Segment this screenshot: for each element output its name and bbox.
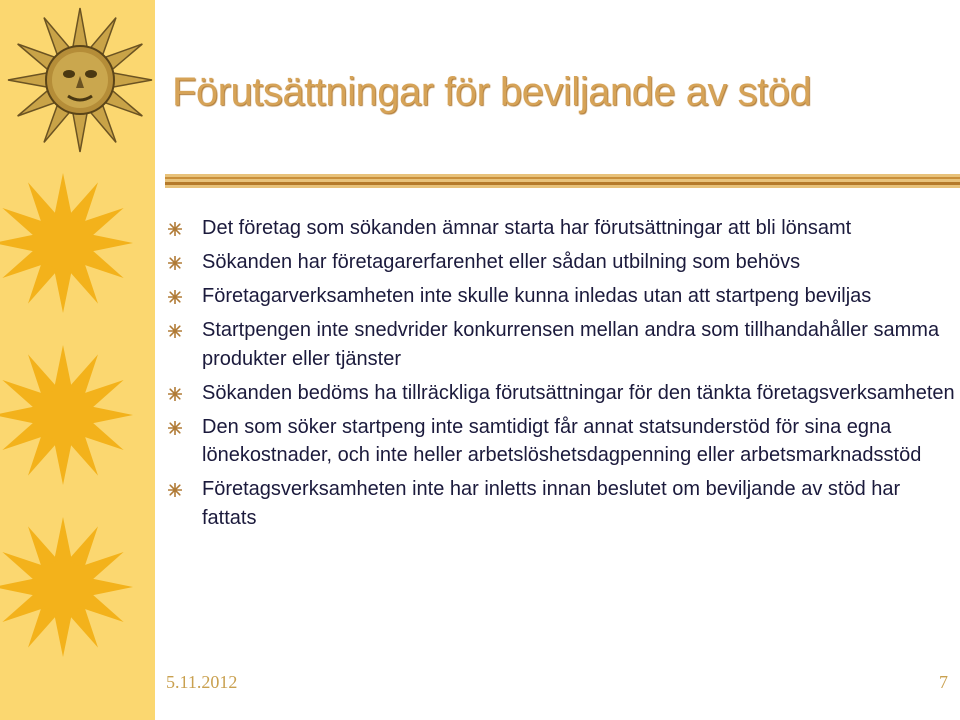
sun-icon (0, 512, 138, 662)
bullet-text: Startpengen inte snedvrider konkurrensen mellan andra som tillhandahåller samma produkter eller tjänster (202, 319, 940, 370)
sun-icon (0, 340, 138, 490)
star-burst-icon (168, 421, 182, 435)
star-burst-icon (168, 324, 182, 338)
bullet-text: Företagarverksamheten inte skulle kunna inledas utan att startpeng beviljas (202, 285, 872, 307)
slide-number: 7 (939, 672, 948, 692)
star-burst-icon (168, 483, 182, 497)
star-burst-icon (168, 256, 182, 270)
list-item (168, 282, 958, 311)
slide-title: Förutsättningar för beviljande av stöd (172, 70, 812, 114)
title-divider (165, 174, 960, 188)
list-item (168, 248, 958, 277)
bullet-text: Den som söker startpeng inte samtidigt får annat statsunderstöd för sina egna lönekostnader, och inte heller arbetslöshetsdagpenning eller arbetsmarknadsstöd (202, 415, 922, 466)
bullet-text: Företagsverksamheten inte har inletts innan beslutet om beviljande av stöd har fattats (202, 478, 901, 529)
bullet-text: Det företag som sökanden ämnar starta har förutsättningar att bli lönsamt (202, 217, 852, 239)
sun-face-logo-icon (5, 5, 155, 155)
star-burst-icon (168, 387, 182, 401)
list-item (168, 214, 958, 243)
list-item (168, 475, 958, 532)
sun-icon (0, 168, 138, 318)
bullet-text: Sökanden bedöms ha tillräckliga förutsättningar för den tänkta företagsverksamheten (202, 381, 955, 404)
star-burst-icon (168, 222, 182, 236)
star-burst-icon (168, 290, 182, 304)
list-item (168, 413, 958, 470)
bullet-list (168, 214, 958, 538)
list-item (168, 379, 958, 408)
decorative-sidebar (0, 0, 155, 720)
bullet-text: Sökanden har företagarerfarenhet eller sådan utbilning som behövs (202, 251, 801, 273)
list-item (168, 316, 958, 373)
slide-date: 5.11.2012 (166, 672, 238, 692)
